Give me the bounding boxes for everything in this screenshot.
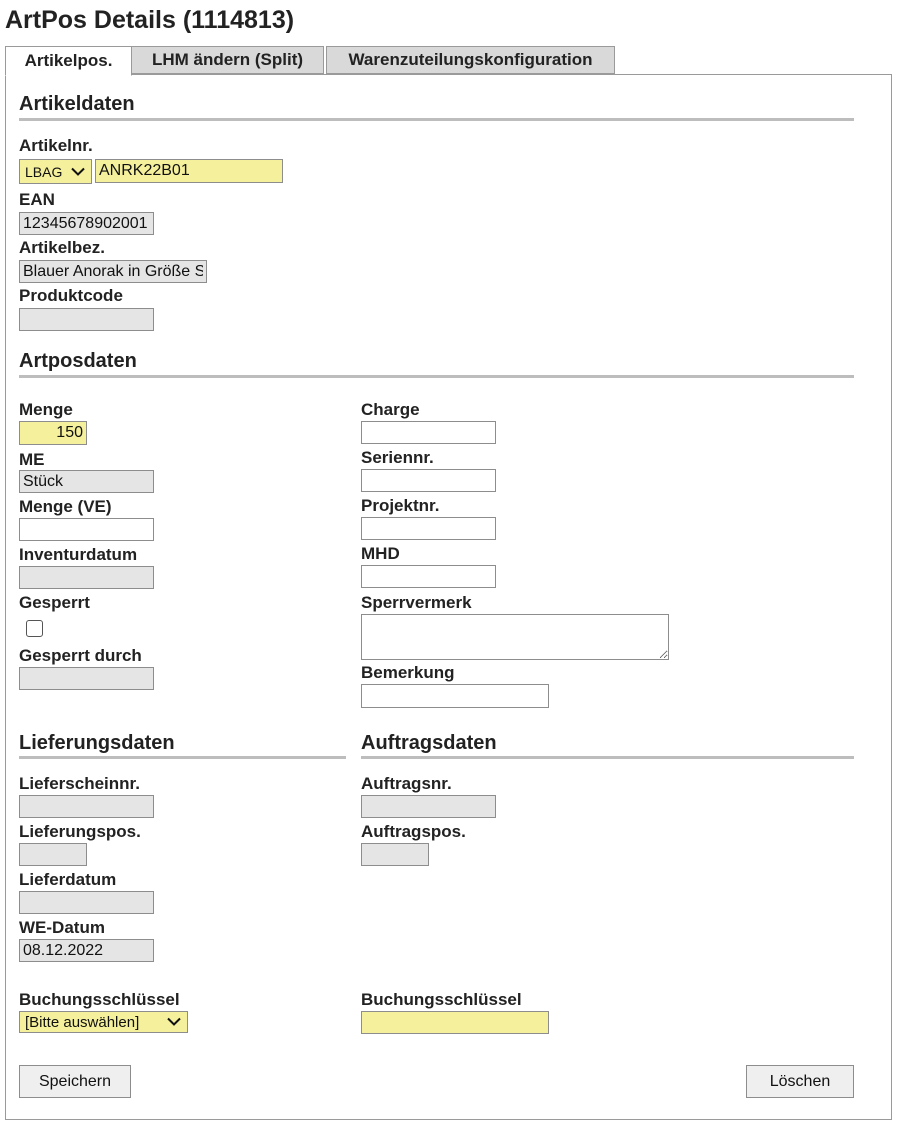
sperrvermerk-textarea[interactable] — [361, 614, 669, 660]
inventurdatum-label: Inventurdatum — [19, 545, 138, 564]
gesperrt-checkbox[interactable] — [26, 620, 43, 637]
section-divider — [19, 756, 346, 759]
tab-artikelpos[interactable]: Artikelpos. — [5, 46, 132, 76]
section-divider — [19, 118, 854, 121]
delete-button[interactable]: Löschen — [746, 1065, 854, 1098]
lieferscheinnr-label: Lieferscheinnr. — [19, 774, 140, 793]
auftrag-buchungsschluessel-input[interactable] — [361, 1011, 549, 1034]
save-button[interactable]: Speichern — [19, 1065, 131, 1098]
gesperrt-label: Gesperrt — [19, 593, 90, 612]
lieferdatum-field[interactable] — [19, 891, 154, 914]
section-divider — [361, 756, 854, 759]
gesperrt-durch-field[interactable] — [19, 667, 154, 690]
section-divider — [19, 375, 854, 378]
bemerkung-label: Bemerkung — [361, 663, 455, 682]
me-label: ME — [19, 450, 45, 469]
seriennr-input[interactable] — [361, 469, 496, 492]
lieferdatum-label: Lieferdatum — [19, 870, 117, 889]
projektnr-label: Projektnr. — [361, 496, 440, 515]
tab-lhm-aendern-split[interactable]: LHM ändern (Split) — [131, 46, 324, 74]
menge-input[interactable] — [19, 421, 87, 445]
auftragspos-field[interactable] — [361, 843, 429, 866]
menge-label: Menge — [19, 400, 73, 419]
section-artikeldaten-heading: Artikeldaten — [19, 93, 135, 115]
artikelbez-field[interactable] — [19, 260, 207, 283]
auftragsnr-label: Auftragsnr. — [361, 774, 452, 793]
artikelbez-label: Artikelbez. — [19, 238, 105, 257]
auftragsnr-field[interactable] — [361, 795, 496, 818]
menge-ve-label: Menge (VE) — [19, 497, 112, 516]
buchungsschluessel-selected-value: [Bitte auswählen] — [25, 1013, 140, 1031]
produktcode-field[interactable] — [19, 308, 154, 331]
section-lieferungsdaten-heading: Lieferungsdaten — [19, 732, 175, 754]
section-artposdaten-heading: Artposdaten — [19, 350, 137, 372]
page-title: ArtPos Details (1114813) — [5, 6, 295, 34]
buchungsschluessel-label: Buchungsschlüssel — [19, 990, 180, 1009]
chevron-down-icon — [71, 167, 85, 176]
artikelnr-prefix-value: LBAG — [25, 163, 63, 180]
menge-ve-input[interactable] — [19, 518, 154, 541]
ean-label: EAN — [19, 190, 55, 209]
tab-warenzuteilungskonfiguration[interactable]: Warenzuteilungskonfiguration — [326, 46, 615, 74]
artikelnr-label: Artikelnr. — [19, 136, 93, 155]
ean-field[interactable] — [19, 212, 154, 235]
projektnr-input[interactable] — [361, 517, 496, 540]
auftragspos-label: Auftragspos. — [361, 822, 466, 841]
charge-input[interactable] — [361, 421, 496, 444]
artikelnr-prefix-select[interactable] — [19, 159, 92, 184]
seriennr-label: Seriennr. — [361, 448, 434, 467]
bemerkung-input[interactable] — [361, 684, 549, 708]
lieferscheinnr-field[interactable] — [19, 795, 154, 818]
mhd-label: MHD — [361, 544, 400, 563]
me-field[interactable] — [19, 470, 154, 493]
gesperrt-durch-label: Gesperrt durch — [19, 646, 142, 665]
buchungsschluessel-select[interactable] — [19, 1011, 188, 1033]
lieferungspos-label: Lieferungspos. — [19, 822, 141, 841]
lieferungspos-field[interactable] — [19, 843, 87, 866]
chevron-down-icon — [167, 1018, 181, 1027]
artikelnr-input[interactable] — [95, 159, 283, 183]
mhd-input[interactable] — [361, 565, 496, 588]
produktcode-label: Produktcode — [19, 286, 123, 305]
sperrvermerk-label: Sperrvermerk — [361, 593, 472, 612]
section-auftragsdaten-heading: Auftragsdaten — [361, 732, 497, 754]
charge-label: Charge — [361, 400, 420, 419]
we-datum-label: WE-Datum — [19, 918, 105, 937]
inventurdatum-field[interactable] — [19, 566, 154, 589]
auftrag-buchungsschluessel-label: Buchungsschlüssel — [361, 990, 522, 1009]
we-datum-field[interactable] — [19, 939, 154, 962]
